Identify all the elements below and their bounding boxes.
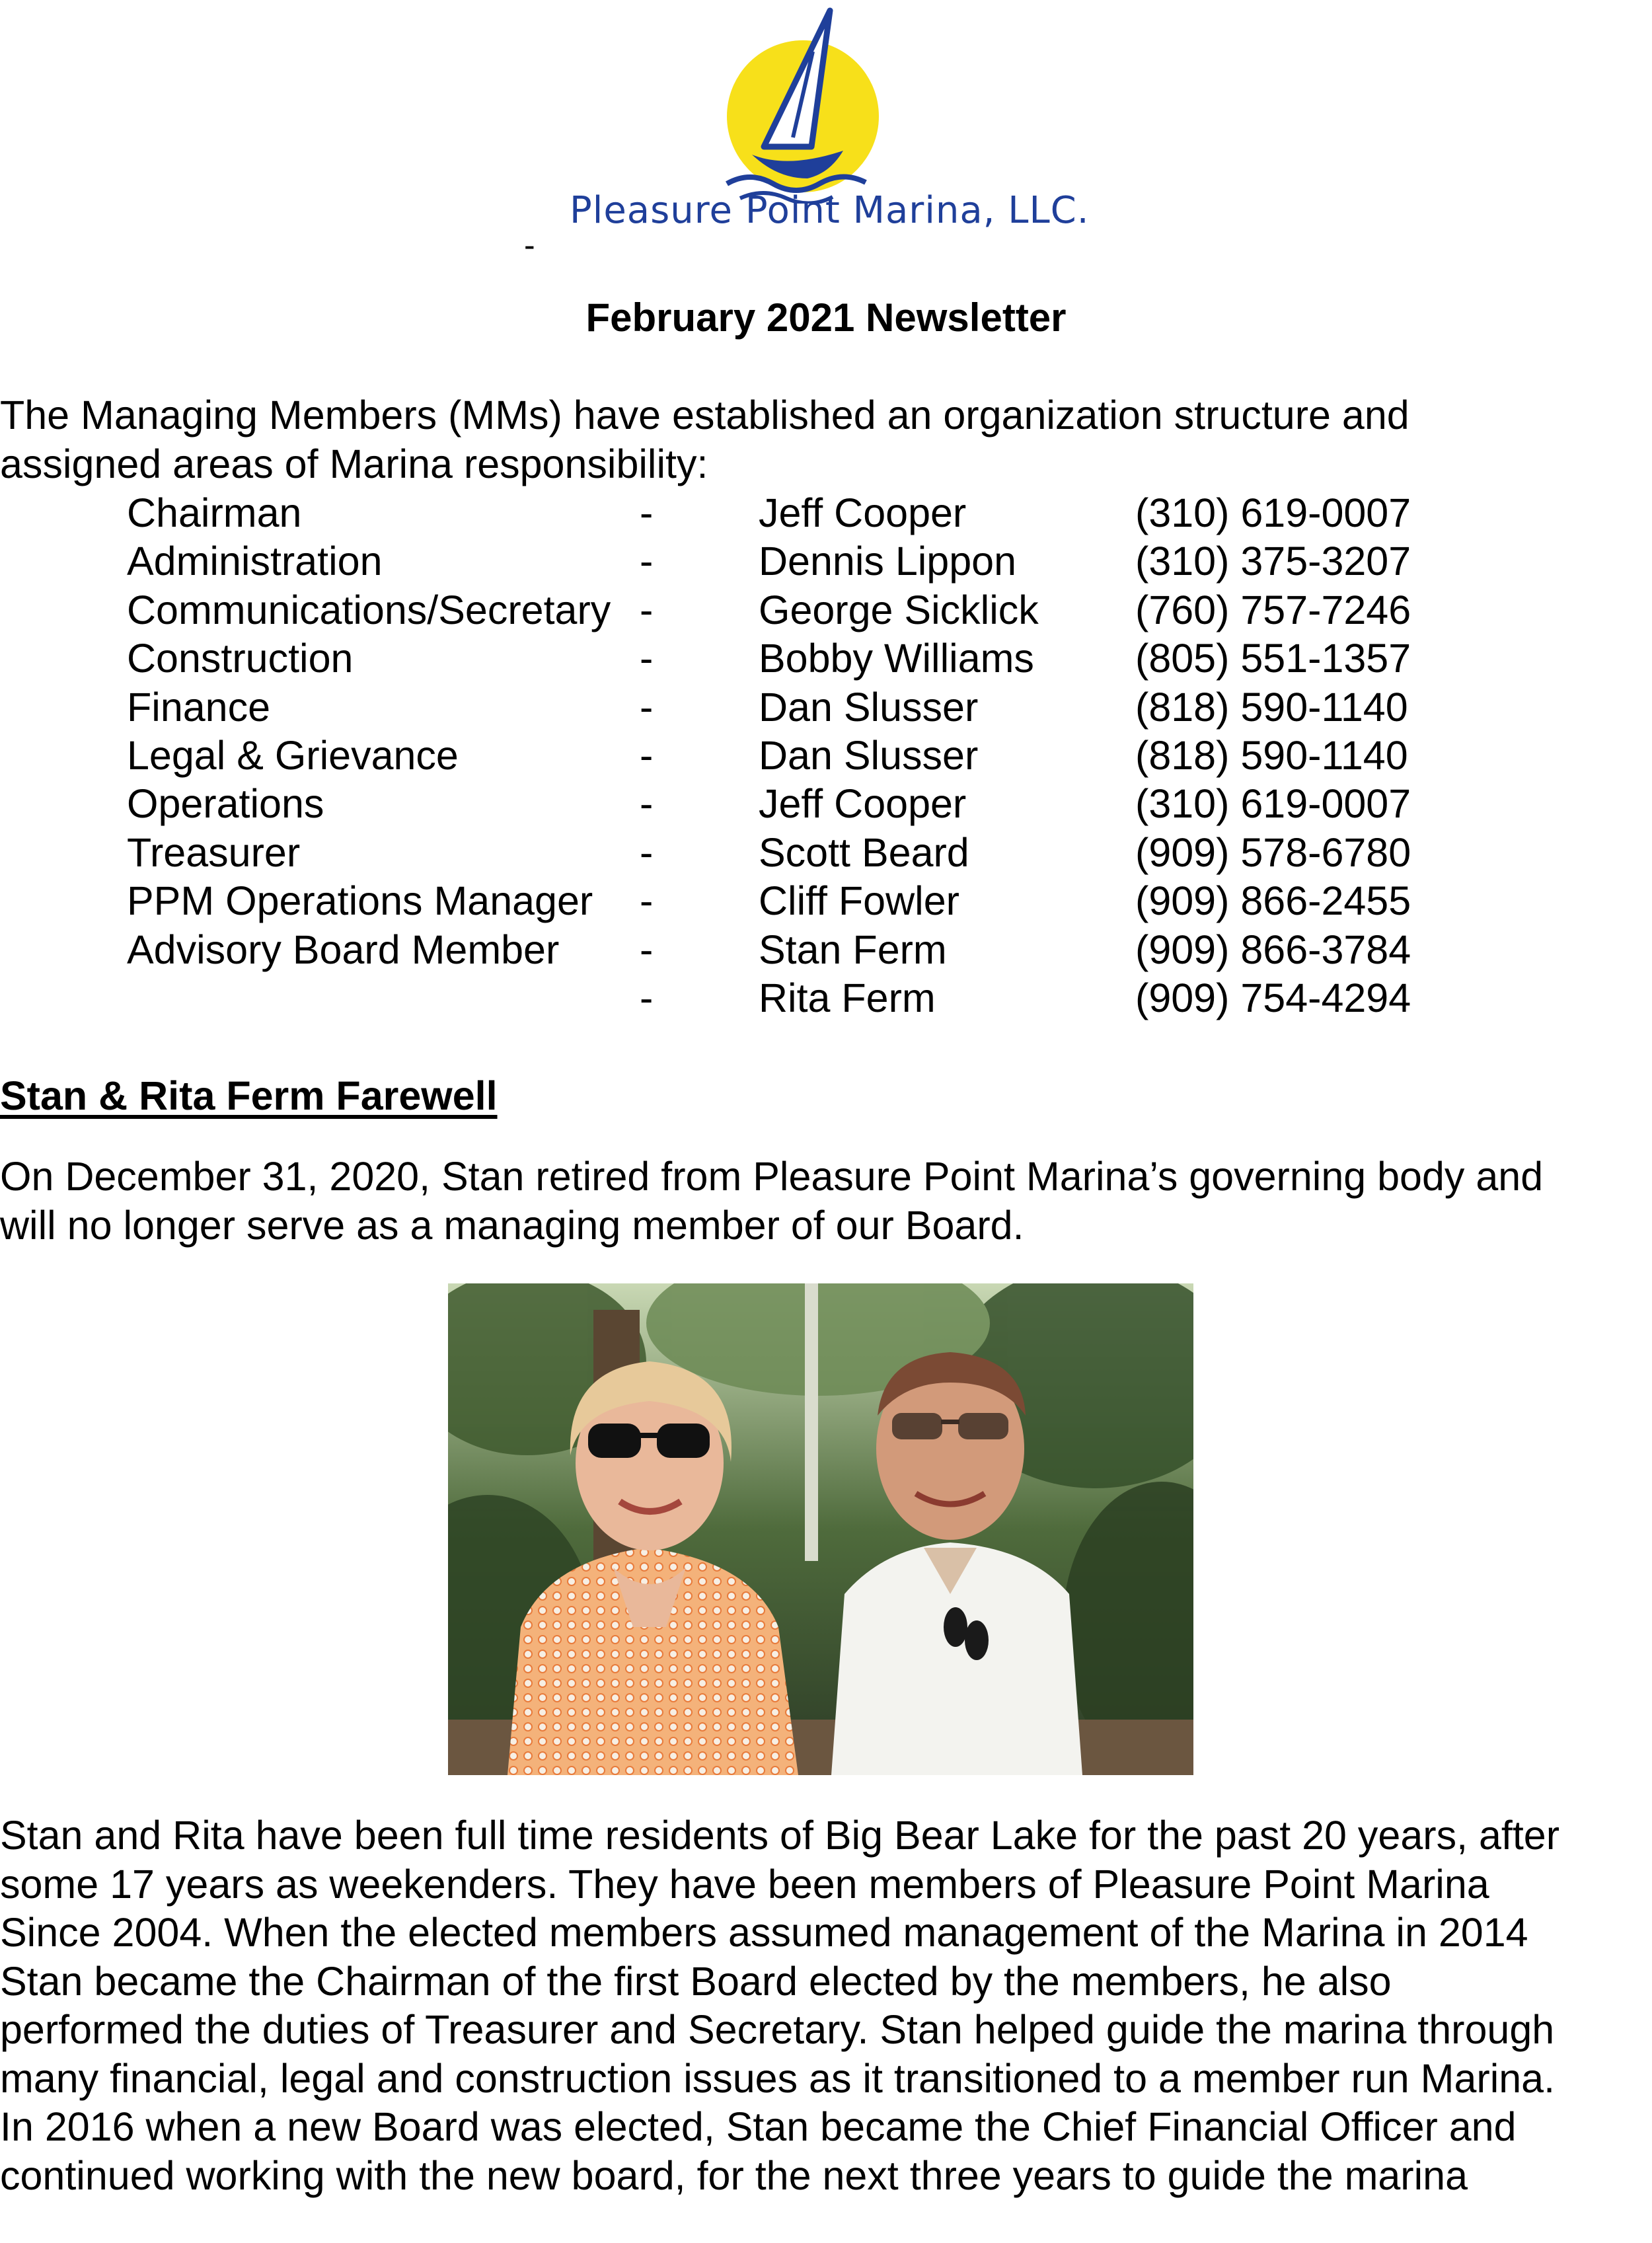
org-role: Administration xyxy=(127,539,383,584)
org-dash: - xyxy=(640,539,654,584)
org-row xyxy=(0,634,1652,683)
org-structure-table xyxy=(0,489,1652,1022)
intro-paragraph xyxy=(0,391,1409,488)
org-dash: - xyxy=(640,684,654,730)
org-name: Dan Slusser xyxy=(759,732,979,778)
org-phone: (310) 619-0007 xyxy=(1135,490,1411,535)
org-dash: - xyxy=(640,490,654,535)
paragraph-line: will no longer serve as a managing member of our Board. xyxy=(0,1202,1024,1248)
org-role: Finance xyxy=(127,684,271,730)
newsletter-title: February 2021 Newsletter xyxy=(585,295,1067,340)
org-row xyxy=(0,926,1652,974)
org-phone: (310) 375-3207 xyxy=(1135,539,1411,584)
paragraph-line: continued working with the new board, for the next three years to guide the marina xyxy=(0,2152,1468,2198)
umbrella-pole xyxy=(805,1283,818,1561)
org-phone: (805) 551-1357 xyxy=(1135,636,1411,681)
org-name: George Sicklick xyxy=(759,587,1039,632)
org-dash: - xyxy=(640,829,654,875)
org-role: Treasurer xyxy=(127,829,301,875)
org-dash: - xyxy=(640,927,654,972)
org-phone: (760) 757-7246 xyxy=(1135,587,1411,632)
org-role: Legal & Grievance xyxy=(127,732,459,778)
org-row xyxy=(0,829,1652,877)
paragraph-line: many financial, legal and construction issues as it transitioned to a member run Marina. xyxy=(0,2055,1556,2101)
org-role: Advisory Board Member xyxy=(127,927,560,972)
org-name: Jeff Cooper xyxy=(759,781,967,827)
org-row xyxy=(0,877,1652,925)
org-dash: - xyxy=(640,781,654,827)
org-row xyxy=(0,489,1652,537)
intro-line: The Managing Members (MMs) have established an organization structure and xyxy=(0,393,1409,437)
org-dash: - xyxy=(640,587,654,632)
org-name: Dennis Lippon xyxy=(759,539,1017,584)
paragraph-line: Since 2004. When the elected members assumed management of the Marina in 2014 xyxy=(0,1910,1528,1955)
org-phone: (909) 754-4294 xyxy=(1135,975,1411,1020)
org-role: PPM Operations Manager xyxy=(127,878,593,924)
paragraph-line: Stan became the Chairman of the first Board elected by the members, he also xyxy=(0,1958,1392,2004)
org-phone: (818) 590-1140 xyxy=(1135,684,1408,730)
farewell-paragraph-1 xyxy=(0,1153,1543,1250)
paragraph-line: In 2016 when a new Board was elected, Stan became the Chief Financial Officer and xyxy=(0,2104,1517,2149)
org-row xyxy=(0,586,1652,634)
org-phone: (909) 866-3784 xyxy=(1135,927,1411,972)
org-phone: (818) 590-1140 xyxy=(1135,732,1408,778)
org-dash: - xyxy=(640,636,654,681)
org-dash: - xyxy=(640,732,654,778)
stan-rita-photo xyxy=(448,1283,1193,1775)
org-row xyxy=(0,683,1652,732)
company-name: Pleasure Point Marina, LLC. xyxy=(570,189,1090,232)
org-name: Scott Beard xyxy=(759,829,969,875)
org-name: Rita Ferm xyxy=(759,975,936,1020)
org-row xyxy=(0,780,1652,828)
marina-logo xyxy=(714,5,879,204)
sailboat-sun-icon xyxy=(714,5,879,204)
org-row xyxy=(0,974,1652,1022)
org-name: Stan Ferm xyxy=(759,927,947,972)
org-row xyxy=(0,537,1652,586)
org-role: Communications/Secretary xyxy=(127,587,611,632)
org-role: Chairman xyxy=(127,490,302,535)
paragraph-line: performed the duties of Treasurer and Secretary. Stan helped guide the marina through xyxy=(0,2007,1555,2052)
org-role: Operations xyxy=(127,781,324,827)
farewell-paragraph-2 xyxy=(0,1811,1559,2200)
paragraph-line: Stan and Rita have been full time residents of Big Bear Lake for the past 20 years, after xyxy=(0,1813,1560,1858)
org-role: Construction xyxy=(127,636,354,681)
org-name: Jeff Cooper xyxy=(759,490,967,535)
org-row xyxy=(0,732,1652,780)
org-name: Cliff Fowler xyxy=(759,878,959,924)
org-dash: - xyxy=(640,975,654,1020)
org-name: Dan Slusser xyxy=(759,684,979,730)
couple-photo-illustration xyxy=(448,1283,1193,1775)
farewell-heading: Stan & Rita Ferm Farewell xyxy=(0,1073,498,1118)
org-phone: (310) 619-0007 xyxy=(1135,781,1411,827)
org-phone: (909) 578-6780 xyxy=(1135,829,1411,875)
logo-dash: - xyxy=(524,227,535,264)
paragraph-line: some 17 years as weekenders. They have been members of Pleasure Point Marina xyxy=(0,1861,1489,1907)
org-dash: - xyxy=(640,878,654,924)
intro-line: assigned areas of Marina responsibility: xyxy=(0,441,708,486)
org-name: Bobby Williams xyxy=(759,636,1034,681)
org-phone: (909) 866-2455 xyxy=(1135,878,1411,924)
paragraph-line: On December 31, 2020, Stan retired from Pleasure Point Marina’s governing body and xyxy=(0,1154,1544,1199)
